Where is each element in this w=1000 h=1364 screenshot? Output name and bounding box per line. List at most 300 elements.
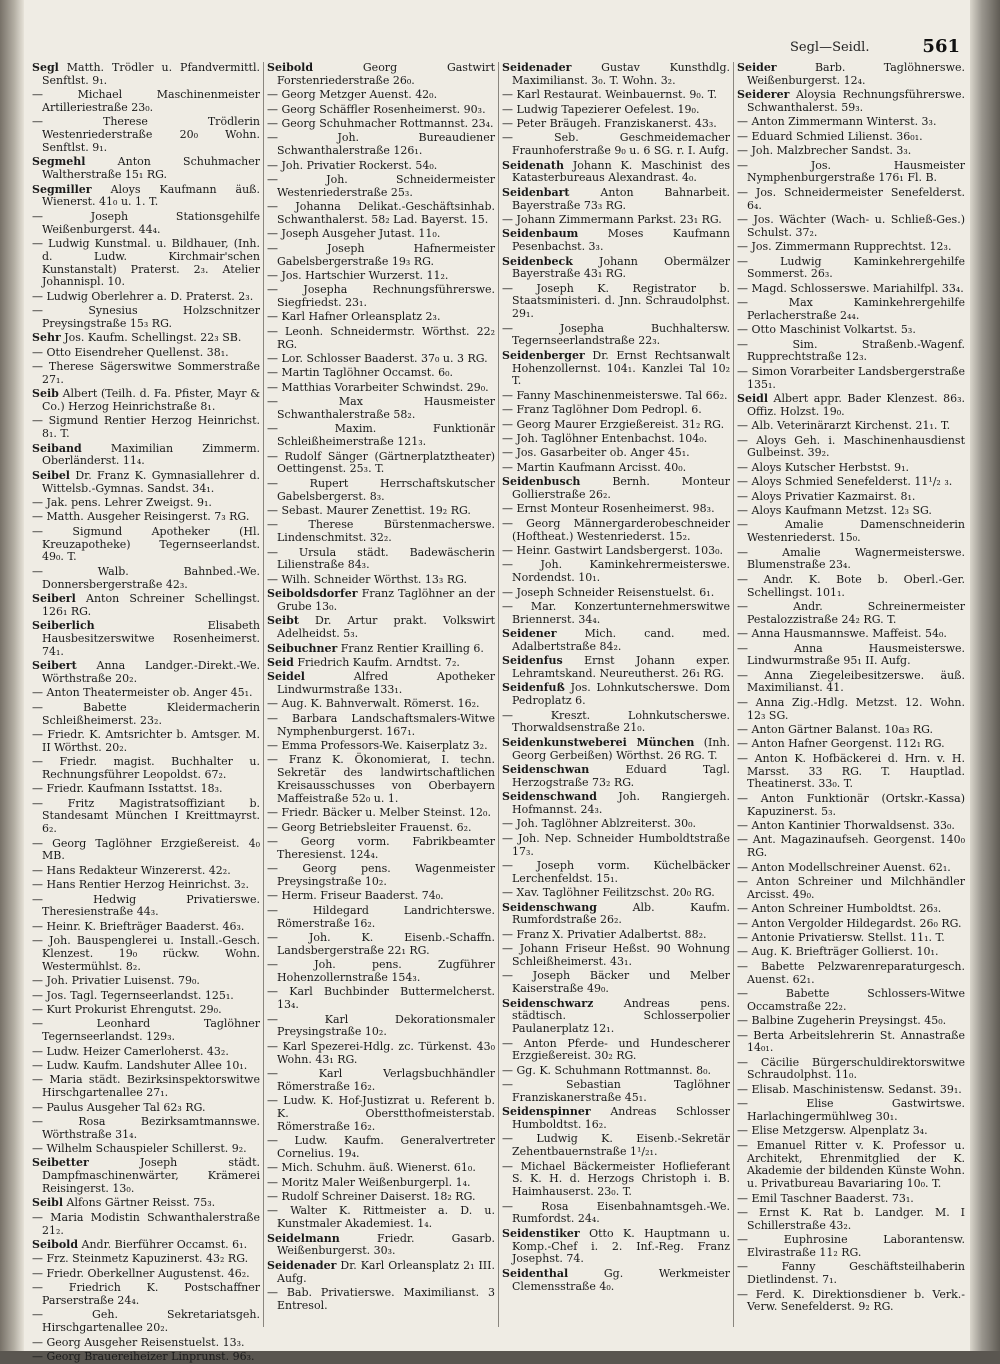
entry-text: — Anton Funktionär (Ortskr.-Kassa) Kapuzinerst. 5₃. bbox=[737, 791, 965, 818]
directory-entry bbox=[502, 1038, 730, 1064]
directory-entry bbox=[267, 574, 495, 587]
entry-text: — Georg Taglöhner Erzgießereist. 4₀ MB. bbox=[32, 836, 260, 863]
entry-text: Anna Landger.-Direkt.-We. Wörthstraße 20₂. bbox=[42, 659, 260, 685]
directory-entry bbox=[267, 160, 495, 173]
directory-entry bbox=[267, 740, 495, 753]
entry-text: — Karl Hafner Orleansplatz 2₃. bbox=[267, 310, 441, 324]
directory-entry bbox=[267, 243, 495, 269]
directory-entry bbox=[267, 311, 495, 324]
entry-surname: Seidener bbox=[502, 627, 557, 641]
entry-text: — Aloys Kaufmann Metzst. 12₃ SG. bbox=[737, 503, 932, 517]
directory-entry bbox=[267, 284, 495, 310]
column-divider bbox=[733, 62, 734, 1327]
directory-entry bbox=[502, 462, 730, 475]
directory-entry bbox=[737, 670, 965, 696]
directory-entry bbox=[32, 1102, 260, 1115]
directory-entry bbox=[32, 838, 260, 864]
entry-surname: Seidenspinner bbox=[502, 1105, 591, 1119]
entry-surname: Seidenberger bbox=[502, 348, 585, 362]
entry-surname: Seidenbusch bbox=[502, 475, 581, 489]
directory-entry bbox=[737, 462, 965, 475]
entry-text: Johann Obermälzer Bayerstraße 43₁ RG. bbox=[512, 254, 730, 281]
entry-surname: Seibel bbox=[32, 468, 70, 482]
entry-surname: Seidenschwang bbox=[502, 900, 597, 914]
directory-entry bbox=[32, 388, 260, 414]
entry-text: — Gg. K. Schuhmann Rottmannst. 8₀. bbox=[502, 1063, 711, 1077]
entry-text: — Heinr. Gastwirt Landsbergerst. 103₀. bbox=[502, 543, 723, 557]
directory-entry bbox=[737, 435, 965, 461]
directory-entry bbox=[737, 1289, 965, 1315]
directory-column-1 bbox=[32, 61, 261, 1363]
entry-surname: Seidenader bbox=[502, 61, 572, 74]
directory-entry bbox=[502, 737, 730, 763]
entry-text: — Anton K. Hofbäckerei d. Hrn. v. H. Marsst. 33 RG. T. Hauptlad. Theatinerst. 33₀. T. bbox=[737, 751, 965, 791]
entry-text: — Franz X. Privatier Adalbertst. 88₂. bbox=[502, 927, 707, 941]
entry-text: — Aloys Schmied Senefelderst. 11¹/₂ ₃. bbox=[737, 475, 953, 489]
directory-entry bbox=[32, 1197, 260, 1210]
directory-entry bbox=[502, 104, 730, 117]
entry-text: — Anton Hafner Georgenst. 112₁ RG. bbox=[737, 737, 945, 751]
entry-text: — Aug. K. Briefträger Gollierst. 10₁. bbox=[737, 945, 939, 959]
entry-text: — Karl Restaurat. Weinbauernst. 9₀. T. bbox=[502, 88, 718, 102]
directory-entry bbox=[737, 574, 965, 600]
entry-text: Joseph städt. Dampfmaschinenwärter, Krämerei Reisingerst. 13₀. bbox=[42, 1156, 260, 1196]
entry-text: — Rosa Bezirksamtmannswe. Wörthstraße 31₄. bbox=[32, 1114, 260, 1141]
directory-entry bbox=[737, 324, 965, 337]
directory-entry bbox=[737, 1125, 965, 1138]
entry-text: — Emma Professors-We. Kaiserplatz 3₂. bbox=[267, 739, 488, 753]
entry-text: — Alb. Veterinärarzt Kirchenst. 21₁. T. bbox=[737, 419, 951, 433]
directory-entry bbox=[32, 1074, 260, 1100]
entry-text: Andreas Schlosser Humboldtst. 16₂. bbox=[512, 1105, 730, 1132]
directory-entry bbox=[737, 187, 965, 213]
directory-entry bbox=[267, 547, 495, 573]
entry-text: Dr. Franz K. Gymnasiallehrer d. Wittelsb.-Gymnas. Sandst. 34₁. bbox=[42, 468, 261, 495]
directory-entry bbox=[737, 961, 965, 987]
entry-text: Gg. Werkmeister Clemensstraße 4₀. bbox=[512, 1266, 730, 1293]
column-divider bbox=[498, 62, 499, 1327]
entry-text: — Joh. Privatier Rockerst. 54₀. bbox=[267, 158, 438, 172]
entry-text: — Ludwig K. Eisenb.-Sekretär Zehentbauernstraße 1¹/₂₁. bbox=[502, 1132, 730, 1159]
directory-entry bbox=[267, 519, 495, 545]
entry-surname: Seidenkunstweberei München bbox=[502, 735, 695, 749]
directory-entry bbox=[267, 588, 495, 614]
entry-surname: Segl bbox=[32, 61, 59, 74]
entry-text: Anton Schuhmacher Waltherstraße 15₁ RG. bbox=[42, 155, 260, 182]
entry-text: — Jos. Gasarbeiter ob. Anger 45₁. bbox=[502, 446, 690, 460]
entry-text: — Michael Maschinenmeister Artilleriestraße 23₀. bbox=[32, 88, 260, 114]
entry-text: — Joh. Bureaudiener Schwanthalerstraße 126₁. bbox=[267, 131, 495, 158]
directory-entry bbox=[32, 211, 260, 237]
entry-text: — Paulus Ausgeher Tal 62₃ RG. bbox=[32, 1100, 206, 1114]
entry-text: — Aloys Privatier Kazmairst. 8₁. bbox=[737, 489, 916, 503]
entry-text: — Bab. Privatierswe. Maximilianst. 3 Entresol. bbox=[267, 1285, 495, 1312]
entry-text: Aloys Kaufmann äuß. Wienerst. 41₀ u. 1. T. bbox=[42, 182, 261, 209]
directory-entry bbox=[502, 1268, 730, 1294]
entry-text: — Fritz Magistratsoffiziant b. Standesamt München I Kreittmayrst. 6₂. bbox=[32, 796, 260, 836]
directory-entry bbox=[502, 902, 730, 928]
entry-text: — Sigmund Rentier Herzog Heinrichst. 8₁. T. bbox=[32, 414, 260, 441]
directory-entry bbox=[32, 566, 260, 592]
entry-text: — Andr. K. Bote b. Oberl.-Ger. Schellingst. 101₁. bbox=[737, 572, 965, 599]
directory-entry bbox=[267, 932, 495, 958]
entry-text: Mich. cand. med. Adalbertstraße 84₂. bbox=[512, 627, 730, 653]
directory-entry bbox=[267, 836, 495, 862]
entry-text: — Josepha Rechnungsführerswe. Siegfriedst. 23₁. bbox=[267, 283, 495, 310]
directory-entry bbox=[267, 986, 495, 1012]
directory-entry bbox=[32, 497, 260, 510]
directory-entry bbox=[32, 443, 260, 469]
directory-entry bbox=[737, 697, 965, 723]
directory-entry bbox=[32, 511, 260, 524]
entry-surname: Seider bbox=[737, 61, 777, 74]
directory-entry bbox=[32, 756, 260, 782]
entry-text: Alfons Gärtner Reisst. 75₃. bbox=[66, 1196, 216, 1210]
directory-entry bbox=[737, 1261, 965, 1287]
entry-text: — Leonh. Schneidermstr. Wörthst. 22₂ RG. bbox=[267, 324, 495, 351]
entry-text: — Hedwig Privatierswe. Theresienstraße 44₃. bbox=[32, 892, 260, 919]
directory-entry bbox=[502, 682, 730, 708]
entry-surname: Seidenbaum bbox=[502, 227, 579, 241]
directory-entry bbox=[502, 655, 730, 681]
entry-surname: Seidenfus bbox=[502, 654, 563, 668]
directory-entry bbox=[502, 860, 730, 886]
directory-entry bbox=[267, 505, 495, 518]
directory-entry bbox=[502, 818, 730, 831]
directory-entry bbox=[32, 975, 260, 988]
entry-text: — Ferd. K. Direktionsdiener b. Verk.-Verw. Senefelderst. 9₂ RG. bbox=[737, 1287, 965, 1314]
directory-entry bbox=[737, 946, 965, 959]
entry-text: — Emil Taschner Baaderst. 73₁. bbox=[737, 1191, 914, 1205]
entry-text: — Anton Pferde- und Hundescherer Erzgießereist. 30₂ RG. bbox=[502, 1036, 730, 1063]
entry-text: — Karl Buchbinder Buttermelcherst. 13₄. bbox=[267, 985, 495, 1012]
directory-entry bbox=[32, 470, 260, 496]
directory-entry bbox=[737, 903, 965, 916]
directory-entry bbox=[737, 519, 965, 545]
entry-text: — Andr. Schreinermeister Pestalozzistraße 24₂ RG. T. bbox=[737, 599, 965, 626]
directory-entry bbox=[267, 643, 495, 656]
directory-entry bbox=[267, 353, 495, 366]
entry-text: — Wilhelm Schauspieler Schillerst. 9₂. bbox=[32, 1142, 247, 1156]
entry-text: — Anna Hausmannswe. Maffeist. 54₀. bbox=[737, 627, 947, 641]
entry-text: — Georg Schäffler Rosenheimerst. 90₃. bbox=[267, 102, 486, 116]
entry-text: — Ludwig Tapezierer Oefelest. 19₀. bbox=[502, 102, 700, 116]
directory-entry bbox=[32, 879, 260, 892]
directory-entry bbox=[737, 547, 965, 573]
directory-columns bbox=[32, 61, 967, 1363]
directory-entry bbox=[267, 807, 495, 820]
entry-text: — Balbine Zugeherin Preysingst. 45₀. bbox=[737, 1014, 947, 1028]
entry-text: — Anton Modellschreiner Auenst. 62₁. bbox=[737, 860, 951, 874]
entry-surname: Seiband bbox=[32, 441, 82, 455]
directory-entry bbox=[267, 228, 495, 241]
entry-text: Moses Kaufmann Pesenbachst. 3₃. bbox=[512, 227, 730, 254]
directory-entry bbox=[32, 1239, 260, 1252]
entry-surname: Seidenbeck bbox=[502, 254, 573, 268]
entry-text: — Ernst Monteur Rosenheimerst. 98₃. bbox=[502, 502, 715, 516]
entry-text: Andr. Bierführer Occamst. 6₁. bbox=[81, 1238, 248, 1252]
entry-text: — Rudolf Sänger (Gärtnerplatztheater) Oettingenst. 25₃. T. bbox=[267, 449, 495, 476]
entry-surname: Segmiller bbox=[32, 182, 92, 196]
entry-text: — Georg Ausgeher Reisenstuelst. 13₃. bbox=[32, 1335, 245, 1349]
entry-surname: Seibert bbox=[32, 659, 77, 673]
entry-text: Alb. Kaufm. Rumfordstraße 26₂. bbox=[512, 900, 730, 927]
entry-surname: Seidel bbox=[267, 670, 305, 684]
entry-text: — Geh. Sekretariatsgeh. Hirschgartenallee 20₂. bbox=[32, 1308, 260, 1335]
directory-entry bbox=[267, 1041, 495, 1067]
directory-entry bbox=[32, 305, 260, 331]
directory-entry bbox=[267, 104, 495, 117]
entry-text: (Inh. Georg Gerbeißen) Wörthst. 26 RG. T. bbox=[512, 735, 730, 762]
entry-surname: Segmehl bbox=[32, 155, 86, 169]
entry-text: — Anton Theatermeister ob. Anger 45₁. bbox=[32, 686, 253, 700]
entry-text: — Joh. Nep. Schneider Humboldtstraße 17₃. bbox=[502, 831, 730, 858]
entry-text: — Johann Zimmermann Parkst. 23₁ RG. bbox=[502, 212, 722, 226]
directory-entry bbox=[267, 118, 495, 131]
running-head: Segl—Seidl. bbox=[790, 40, 870, 55]
entry-text: Ernst Johann exper. Lehramtskand. Neureutherst. 26₁ RG. bbox=[512, 654, 730, 681]
entry-surname: Seidenthal bbox=[502, 1266, 569, 1280]
entry-text: — Friedr. K. Amtsrichter b. Amtsger. M. II Wörthst. 20₂. bbox=[32, 727, 260, 754]
directory-entry bbox=[502, 559, 730, 585]
entry-text: — Elisab. Maschinistensw. Sedanst. 39₁. bbox=[737, 1082, 962, 1096]
directory-entry bbox=[737, 1030, 965, 1056]
entry-text: — Babette Kleidermacherin Schleißheimerst. 23₂. bbox=[32, 700, 260, 727]
entry-surname: Seibold bbox=[267, 61, 314, 74]
entry-text: — Emanuel Ritter v. K. Professor u. Architekt, Ehrenmitglied der K. Akademie der bildenden Künste Wohn. u. Privatbureau Bavariaring 10₀. T. bbox=[737, 1138, 965, 1191]
entry-text: — Elise Gastwirtswe. Harlachingermühlweg 30₁. bbox=[737, 1097, 965, 1124]
directory-entry bbox=[32, 1046, 260, 1059]
entry-text: — Sebast. Maurer Zenettist. 19₂ RG. bbox=[267, 503, 471, 517]
directory-entry bbox=[737, 1193, 965, 1206]
directory-entry bbox=[267, 423, 495, 449]
directory-entry bbox=[502, 1065, 730, 1078]
entry-text: — Frz. Steinmetz Kapuzinerst. 43₂ RG. bbox=[32, 1252, 249, 1266]
entry-text: — Joseph vorm. Küchelbäcker Lerchenfeldst. 15₁. bbox=[502, 859, 730, 885]
directory-entry bbox=[267, 396, 495, 422]
entry-text: — Joh. pens. Zugführer Hohenzollernstraße 154₃. bbox=[267, 958, 495, 984]
directory-entry bbox=[502, 350, 730, 388]
directory-entry bbox=[267, 905, 495, 931]
directory-entry bbox=[267, 863, 495, 889]
entry-text: — Georg Schuhmacher Rottmannst. 23₄. bbox=[267, 116, 494, 130]
directory-entry bbox=[502, 998, 730, 1036]
directory-entry bbox=[267, 451, 495, 477]
entry-text: — Amalie Wagnermeisterswe. Blumenstraße 23₄. bbox=[737, 545, 965, 572]
directory-entry bbox=[267, 1260, 495, 1286]
entry-text: — Leonhard Taglöhner Tegernseerlandst. 129₃. bbox=[32, 1017, 260, 1044]
directory-entry bbox=[267, 671, 495, 697]
entry-text: — Jos. Tagl. Tegernseerlandst. 125₁. bbox=[32, 988, 234, 1002]
entry-text: — Hans Redakteur Winzererst. 42₂. bbox=[32, 863, 231, 877]
directory-entry bbox=[32, 1004, 260, 1017]
directory-entry bbox=[32, 1116, 260, 1142]
entry-text: — Georg Männergarderobeschneider (Hoftheat.) Westenriederst. 15₂. bbox=[502, 516, 730, 543]
directory-entry bbox=[737, 1140, 965, 1191]
directory-entry bbox=[267, 367, 495, 380]
entry-text: — Sigmund Apotheker (Hl. Kreuzapotheke) Tegernseerlandst. 49₀. T. bbox=[32, 524, 260, 564]
directory-entry bbox=[737, 256, 965, 282]
entry-text: — Matthias Vorarbeiter Schwindst. 29₀. bbox=[267, 380, 489, 394]
entry-surname: Seid bbox=[267, 655, 294, 669]
entry-text: — Mich. Schuhm. äuß. Wienerst. 61₀. bbox=[267, 1161, 476, 1175]
entry-text: — Georg Maurer Erzgießereist. 31₂ RG. bbox=[502, 417, 725, 431]
directory-entry bbox=[737, 724, 965, 737]
entry-text: — Max Hausmeister Schwanthalerstraße 58₂. bbox=[267, 395, 495, 422]
directory-entry bbox=[32, 1253, 260, 1266]
entry-text: — Magd. Schlosserswe. Mariahilfpl. 33₄. bbox=[737, 281, 964, 295]
entry-text: Andreas pens. städtisch. Schlosserpolier Paulanerplatz 12₁. bbox=[512, 996, 730, 1036]
directory-entry bbox=[32, 1212, 260, 1238]
directory-entry bbox=[32, 332, 260, 345]
entry-text: — Joseph Ausgeher Jutast. 11₀. bbox=[267, 227, 441, 241]
entry-text: — Anna Zig.-Hdlg. Metzst. 12. Wohn. 12₃ SG. bbox=[737, 695, 965, 722]
entry-text: — Eduard Schmied Lilienst. 36₀₁. bbox=[737, 129, 923, 143]
directory-entry bbox=[32, 156, 260, 182]
entry-text: — Joh. Schneidermeister Westenriederstraße 25₃. bbox=[267, 172, 495, 199]
entry-surname: Seidenader bbox=[267, 1258, 337, 1272]
directory-entry bbox=[502, 283, 730, 321]
entry-text: — Friedr. Kaufmann Isstattst. 18₃. bbox=[32, 782, 223, 796]
entry-text: — Aug. K. Bahnverwalt. Römerst. 16₂. bbox=[267, 697, 480, 711]
entry-text: — Ant. Magazinaufseh. Georgenst. 140₀ RG. bbox=[737, 833, 965, 860]
directory-entry bbox=[737, 160, 965, 186]
entry-text: — Joh. Bauspenglerei u. Install.-Gesch. Klenzest. 19₀ rückw. Wohn. Westermühlst. 8₂. bbox=[32, 934, 260, 973]
entry-surname: Sehr bbox=[32, 331, 61, 345]
directory-entry bbox=[737, 297, 965, 323]
entry-text: — Georg pens. Wagenmeister Preysingstraße 10₂. bbox=[267, 862, 495, 888]
entry-text: Albert appr. Bader Klenzest. 86₃. Offiz. Holzst. 19₀. bbox=[747, 392, 965, 418]
entry-text: Dr. Ernst Rechtsanwalt Hohenzollernst. 104₁. Kanzlei Tal 10₂ T. bbox=[512, 348, 730, 388]
entry-text: — Karl Verlagsbuchhändler Römerstraße 16₂. bbox=[267, 1066, 495, 1093]
entry-text: — Hildegard Landrichterswe. Römerstraße 16₂. bbox=[267, 903, 495, 930]
entry-text: — Joh. Malzbrecher Sandst. 3₃. bbox=[737, 144, 912, 158]
entry-surname: Seidenfuß bbox=[502, 681, 565, 695]
directory-entry bbox=[32, 593, 260, 619]
directory-entry bbox=[32, 62, 260, 88]
directory-entry bbox=[737, 738, 965, 751]
entry-surname: Seibl bbox=[32, 1196, 63, 1210]
entry-text: — Friedr. magist. Buchhalter u. Rechnungsführer Leopoldst. 67₂. bbox=[32, 755, 260, 781]
directory-entry bbox=[737, 145, 965, 158]
entry-text: — Franz K. Ökonomierat, I. techn. Sekretär des landwirtschaftlichen Kreisausschusses von Oberbayern Maffeistraße 52₀ u. 1. bbox=[267, 753, 495, 805]
entry-text: — Karl Spezerei-Hdlg. zc. Türkenst. 43₀ Wohn. 43₁ RG. bbox=[267, 1039, 495, 1066]
directory-entry bbox=[267, 326, 495, 352]
directory-entry bbox=[32, 238, 260, 289]
entry-surname: Seibold bbox=[32, 1238, 79, 1252]
directory-entry bbox=[502, 601, 730, 627]
entry-text: — Synesius Holzschnitzer Preysingstraße 15₃ RG. bbox=[32, 304, 260, 330]
directory-entry bbox=[737, 918, 965, 931]
directory-entry bbox=[267, 478, 495, 504]
directory-entry bbox=[502, 764, 730, 790]
entry-text: — Antonie Privatiersw. Stellst. 11₁. T. bbox=[737, 930, 945, 944]
directory-entry bbox=[502, 1133, 730, 1159]
entry-text: — Friedr. Bäcker u. Melber Steinst. 12₀. bbox=[267, 806, 491, 820]
entry-text: Otto K. Hauptmann u. Komp.-Chef i. 2. Inf.-Reg. Franz Josephst. 74. bbox=[512, 1226, 730, 1266]
entry-text: — Kreszt. Lohnkutscherswe. Thorwaldsenstraße 21₀. bbox=[502, 708, 730, 735]
directory-entry bbox=[502, 404, 730, 417]
directory-entry bbox=[32, 660, 260, 686]
entry-text: — Max Kaminkehrergehilfe Perlacherstraße 2₄₄. bbox=[737, 296, 965, 322]
entry-text: — Hans Rentier Herzog Heinrichst. 3₂. bbox=[32, 878, 249, 892]
entry-text: — Martin Taglöhner Occamst. 6₀. bbox=[267, 366, 454, 380]
directory-entry bbox=[267, 174, 495, 200]
entry-text: — Elise Metzgersw. Alpenplatz 3₄. bbox=[737, 1124, 928, 1138]
directory-entry bbox=[32, 361, 260, 387]
directory-entry bbox=[32, 921, 260, 934]
directory-entry bbox=[32, 526, 260, 564]
entry-text: — Lor. Schlosser Baaderst. 37₀ u. 3 RG. bbox=[267, 352, 488, 366]
directory-entry bbox=[32, 1282, 260, 1308]
entry-text: — Ludw. K. Hof-Justizrat u. Referent b. K. Oberstthofmeisterstab. Römerstraße 16₂. bbox=[267, 1094, 495, 1133]
entry-text: Anton Bahnarbeit. Bayerstraße 73₃ RG. bbox=[512, 185, 730, 212]
entry-text: — Maxim. Funktionär Schleißheimerstraße 121₃. bbox=[267, 422, 495, 449]
entry-text: — Joh. Taglöhner Entenbachst. 104₀. bbox=[502, 432, 708, 446]
directory-entry bbox=[737, 241, 965, 254]
directory-entry bbox=[737, 643, 965, 669]
directory-entry bbox=[32, 865, 260, 878]
directory-entry bbox=[502, 214, 730, 227]
entry-text: — Babette Schlossers-Witwe Occamstraße 22₂. bbox=[737, 986, 965, 1013]
directory-entry bbox=[32, 990, 260, 1003]
directory-entry bbox=[32, 1018, 260, 1044]
directory-entry bbox=[267, 1068, 495, 1094]
entry-text: Aloysia Rechnungsführerswe. Schwanthalerst. 59₃. bbox=[747, 88, 966, 114]
directory-entry bbox=[737, 89, 965, 115]
directory-entry bbox=[502, 1201, 730, 1227]
entry-text: — Johanna Delikat.-Geschäftsinhab. Schwanthalerst. 58₂ Lad. Bayerst. 15. bbox=[267, 200, 495, 226]
entry-text: — Jak. pens. Lehrer Zweigst. 9₁. bbox=[32, 496, 212, 509]
directory-entry bbox=[32, 116, 260, 154]
directory-entry bbox=[502, 476, 730, 502]
entry-text: — Sebastian Taglöhner Franziskanerstraße 45₁. bbox=[502, 1078, 730, 1104]
directory-entry bbox=[737, 476, 965, 489]
directory-entry bbox=[267, 270, 495, 283]
page-header bbox=[790, 36, 960, 58]
entry-text: — Otto Maschinist Volkartst. 5₃. bbox=[737, 323, 916, 337]
directory-entry bbox=[502, 1228, 730, 1266]
directory-entry bbox=[267, 201, 495, 227]
entry-text: — Joh. Privatier Luisenst. 79₀. bbox=[32, 974, 200, 988]
directory-entry bbox=[737, 214, 965, 240]
entry-text: — Berta Arbeitslehrerin St. Annastraße 14₀₁. bbox=[737, 1028, 965, 1055]
entry-text: — Aloys Kutscher Herbstst. 9₁. bbox=[737, 460, 910, 474]
directory-entry bbox=[267, 1177, 495, 1190]
directory-entry bbox=[502, 433, 730, 446]
entry-surname: Seidl bbox=[737, 392, 768, 406]
entry-text: — Fanny Maschinenmeisterswe. Tal 66₂. bbox=[502, 388, 728, 402]
directory-entry bbox=[267, 1014, 495, 1040]
directory-entry bbox=[267, 1135, 495, 1161]
entry-text: — Friedrich K. Postschaffner Parserstraße 24₄. bbox=[32, 1281, 260, 1307]
directory-entry bbox=[32, 1268, 260, 1281]
directory-entry bbox=[502, 118, 730, 131]
directory-entry bbox=[32, 1351, 260, 1364]
directory-entry bbox=[502, 943, 730, 969]
directory-entry bbox=[737, 876, 965, 902]
directory-entry bbox=[32, 935, 260, 973]
directory-entry bbox=[267, 1191, 495, 1204]
entry-text: — Therese Bürstenmacherswe. Lindenschmitst. 32₂. bbox=[267, 518, 495, 545]
entry-text: Dr. Artur prakt. Volkswirt Adelheidst. 5₃. bbox=[277, 614, 496, 641]
directory-entry bbox=[32, 729, 260, 755]
entry-text: — Rosa Eisenbahnamtsgeh.-We. Rumfordst. 24₄. bbox=[502, 1199, 730, 1226]
directory-entry bbox=[267, 890, 495, 903]
entry-surname: Seiberlich bbox=[32, 619, 95, 633]
directory-entry bbox=[32, 1060, 260, 1073]
directory-entry bbox=[737, 1057, 965, 1083]
